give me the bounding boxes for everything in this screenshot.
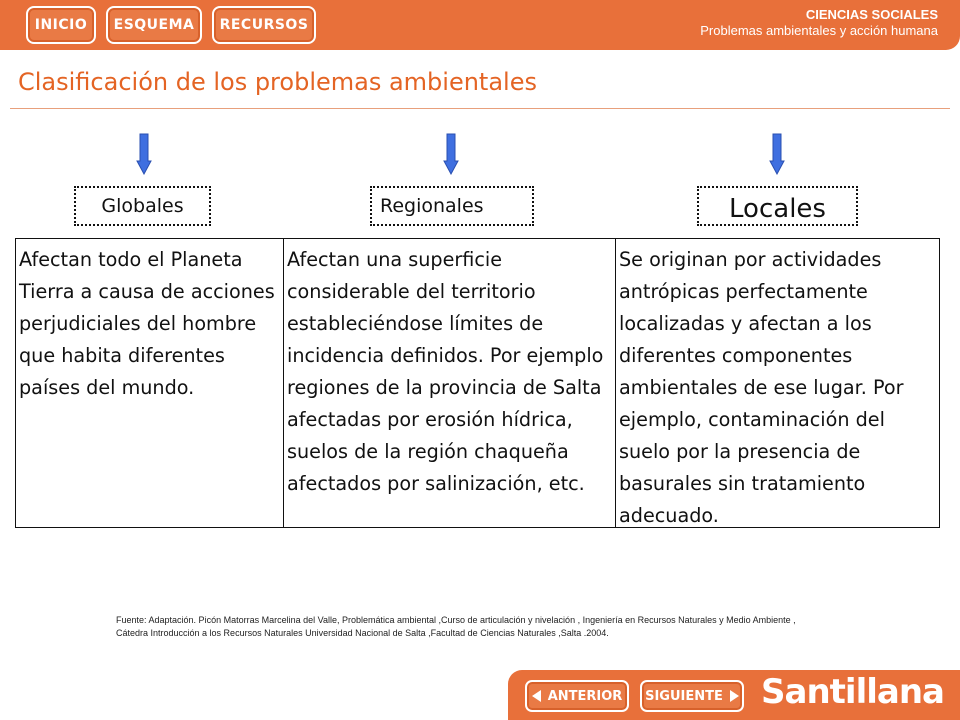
- category-globales: [74, 186, 211, 226]
- classification-table: [15, 238, 940, 528]
- arrow-down-icon: [769, 133, 785, 175]
- category-regionales: [370, 186, 534, 226]
- category-label: Globales: [101, 195, 184, 217]
- previous-label: ANTERIOR: [547, 688, 623, 704]
- table-cell-regionales: Afectan una superficie considerable del territorio estableciéndose límites de incidencia definidos. Por ejemplo regiones de la provincia de Salta afectadas por erosión hídrica, suelos de la región chaqueña afectados por salinización, etc.: [283, 239, 615, 527]
- arrow-down-icon: [136, 133, 152, 175]
- table-cell-locales: Se originan por actividades antrópicas perfectamente localizadas y afectan a los diferentes componentes ambientales de ese lugar. Por ejemplo, contaminación del suelo por la presencia de basurales sin tratamiento adecuado.: [615, 239, 939, 527]
- esquema-button[interactable]: ESQUEMA: [106, 6, 202, 44]
- inicio-button[interactable]: INICIO: [26, 6, 96, 44]
- subject-name: CIENCIAS SOCIALES: [805, 7, 938, 22]
- source-citation: Fuente: Adaptación. Picón Matorras Marcelina del Valle, Problemática ambiental ,Curso de articulación y nivelación , Ingeniería en Recursos Naturales y Medio Ambiente , Cátedra Introducción a los Recursos Naturales Universidad Nacional de Salta ,Facultad de Ciencias Naturales ,Salta .2004.: [116, 615, 796, 638]
- chevron-left-icon: [532, 690, 542, 702]
- page-title: Clasificación de los problemas ambientales: [18, 68, 537, 96]
- arrow-down-icon: [443, 133, 459, 175]
- category-label: Regionales: [380, 195, 484, 217]
- chevron-right-icon: [729, 690, 739, 702]
- title-divider: [10, 108, 950, 109]
- next-label: SIGUIENTE: [645, 688, 723, 704]
- subject-heading: [700, 7, 938, 39]
- next-button[interactable]: [640, 680, 744, 712]
- table-cell-globales: Afectan todo el Planeta Tierra a causa de acciones perjudiciales del hombre que habita diferentes países del mundo.: [19, 248, 275, 399]
- recursos-button[interactable]: RECURSOS: [212, 6, 316, 44]
- brand-logo: Santillana: [761, 672, 944, 712]
- category-locales: [697, 186, 858, 226]
- subject-subtitle: Problemas ambientales y acción humana: [700, 23, 938, 38]
- previous-button[interactable]: [525, 680, 629, 712]
- category-label: Locales: [729, 194, 826, 224]
